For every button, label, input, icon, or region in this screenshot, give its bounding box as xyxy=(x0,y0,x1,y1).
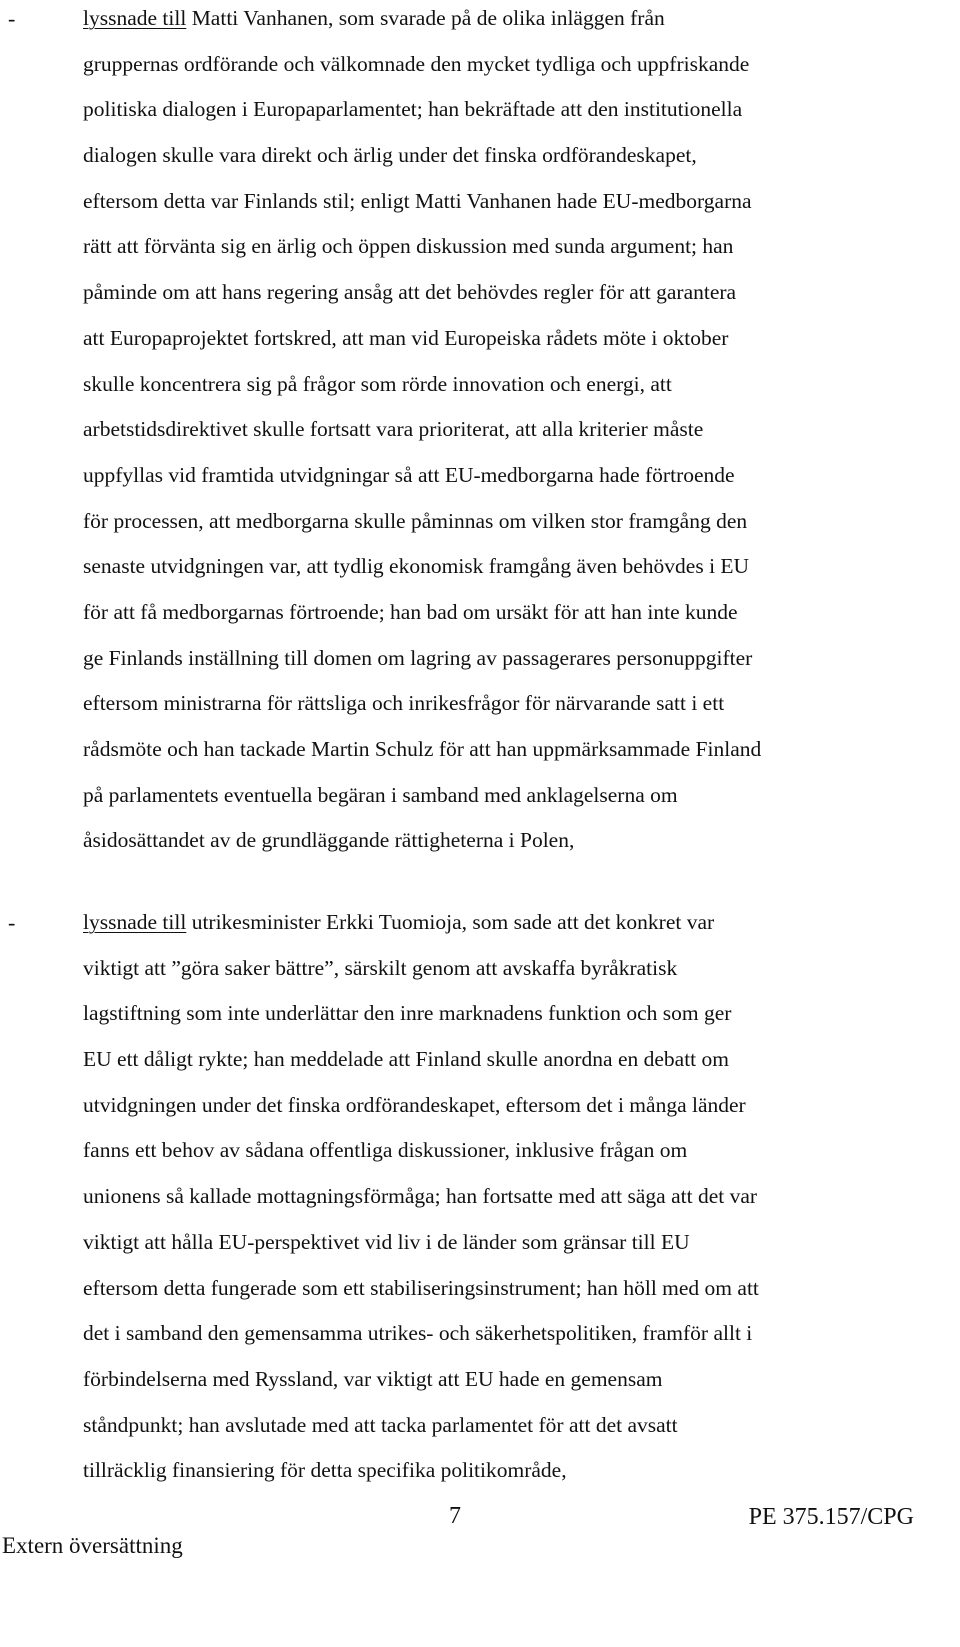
text-line: eftersom ministrarna för rättsliga och inrikesfrågor för närvarande satt i ett xyxy=(83,691,725,716)
list-dash: - xyxy=(8,910,16,935)
text-line: det i samband den gemensamma utrikes- och säkerhetspolitiken, framför allt i xyxy=(83,1321,753,1346)
text-line: eftersom detta var Finlands stil; enligt Matti Vanhanen hade EU-medborgarna xyxy=(83,188,752,213)
list-item-text xyxy=(83,0,943,864)
text-line: unionens så kallade mottagningsförmåga; han fortsatte med att säga att det var xyxy=(83,1184,758,1209)
list-dash: - xyxy=(8,6,16,31)
text-line: rätt att förvänta sig en ärlig och öppen diskussion med sunda argument; han xyxy=(83,234,734,259)
text-line xyxy=(83,900,943,946)
text-line: att Europaprojektet fortskred, att man vid Europeiska rådets möte i oktober xyxy=(83,325,729,350)
text-line: förbindelserna med Ryssland, var viktigt att EU hade en gemensam xyxy=(83,1366,663,1391)
text-line: för att få medborgarnas förtroende; han bad om ursäkt för att han inte kunde xyxy=(83,599,738,624)
text-line: påminde om att hans regering ansåg att det behövdes regler för att garantera xyxy=(83,280,737,305)
translation-label: Extern översättning xyxy=(2,1533,183,1558)
text-line: skulle koncentrera sig på frågor som rörde innovation och energi, att xyxy=(83,371,672,396)
text-line: dialogen skulle vara direkt och ärlig under det finska ordförandeskapet, xyxy=(83,143,697,168)
line-continuation: Matti Vanhanen, som svarade på de olika inläggen från xyxy=(186,6,665,30)
text-line: senaste utvidgningen var, att tydlig ekonomisk framgång även behövdes i EU xyxy=(83,554,750,579)
document-reference: PE 375.157/CPG xyxy=(748,1504,914,1530)
text-line: lagstiftning som inte underlättar den inre marknadens funktion och som ger xyxy=(83,1001,732,1026)
text-line: rådsmöte och han tackade Martin Schulz för att han uppmärksammade Finland xyxy=(83,737,762,761)
text-line xyxy=(83,0,943,42)
text-line: gruppernas ordförande och välkomnade den mycket tydliga och uppfriskande xyxy=(83,51,750,76)
text-line: åsidosättandet av de grundläggande rättigheterna i Polen, xyxy=(83,828,575,853)
text-line: ståndpunkt; han avslutade med att tacka parlamentet för att det avsatt xyxy=(83,1412,678,1437)
underlined-verb: lyssnade till xyxy=(83,6,187,30)
text-line: tillräcklig finansiering för detta specifika politikområde, xyxy=(83,1458,567,1483)
text-line: EU ett dåligt rykte; han meddelade att Finland skulle anordna en debatt om xyxy=(83,1047,730,1072)
text-line: ge Finlands inställning till domen om lagring av passagerares personuppgifter xyxy=(83,645,753,670)
text-line: för processen, att medborgarna skulle påminnas om vilken stor framgång den xyxy=(83,508,748,533)
text-line: fanns ett behov av sådana offentliga diskussioner, inklusive frågan om xyxy=(83,1138,688,1163)
line-continuation: utrikesminister Erkki Tuomioja, som sade att det konkret var xyxy=(186,910,715,934)
underlined-verb: lyssnade till xyxy=(83,910,187,934)
text-line: eftersom detta fungerade som ett stabiliseringsinstrument; han höll med om att xyxy=(83,1275,759,1300)
page-number: 7 xyxy=(449,1503,461,1529)
text-line: på parlamentets eventuella begäran i samband med anklagelserna om xyxy=(83,782,678,807)
list-item-text xyxy=(83,900,943,1494)
text-line: viktigt att ”göra saker bättre”, särskilt genom att avskaffa byråkratisk xyxy=(83,955,678,980)
text-line: arbetstidsdirektivet skulle fortsatt vara prioriterat, att alla kriterier måste xyxy=(83,417,704,442)
text-line: uppfyllas vid framtida utvidgningar så att EU-medborgarna hade förtroende xyxy=(83,462,735,487)
text-line: politiska dialogen i Europaparlamentet; han bekräftade att den institutionella xyxy=(83,97,743,122)
text-line: utvidgningen under det finska ordförandeskapet, eftersom det i många länder xyxy=(83,1092,746,1117)
text-line: viktigt att hålla EU-perspektivet vid liv i de länder som gränsar till EU xyxy=(83,1229,690,1254)
